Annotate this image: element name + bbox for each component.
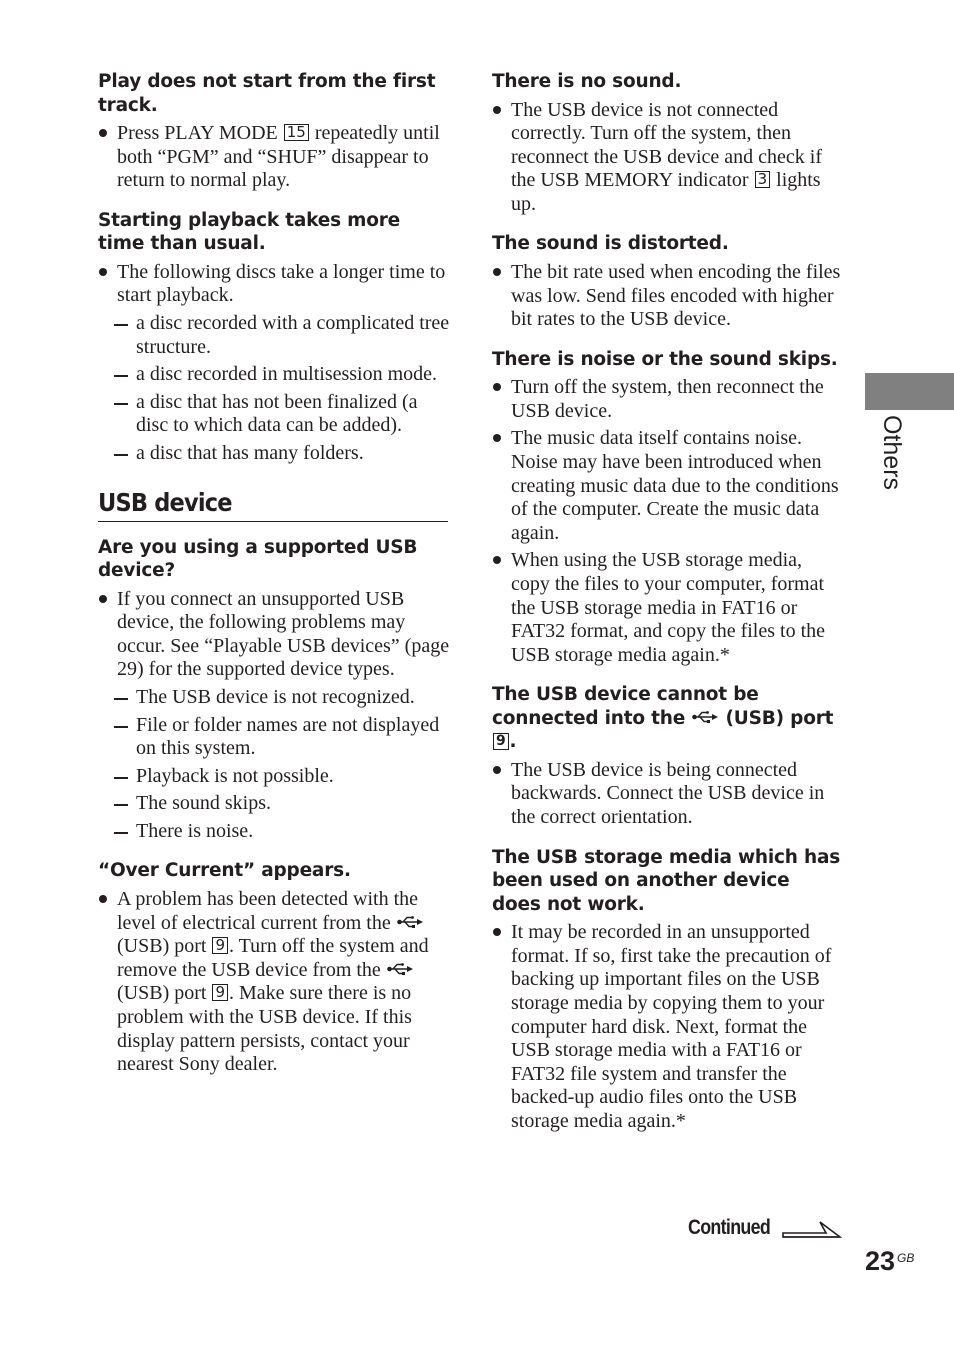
section-heading: Are you using a supported USB device?: [98, 536, 418, 582]
dash-item: a disc recorded with a complicated tree structure.: [98, 312, 450, 359]
section-heading: [492, 683, 844, 754]
page-suffix: GB: [897, 1251, 915, 1265]
section-playback-slow: [98, 209, 450, 466]
dash-item: The USB device is not recognized.: [98, 686, 450, 710]
section-heading: There is no sound.: [492, 71, 682, 92]
section-tab-marker: [865, 373, 954, 410]
usb-symbol-icon: [692, 711, 718, 723]
text: (USB) port: [117, 982, 212, 1005]
bullet-item: [98, 122, 450, 193]
dash-item: The sound skips.: [98, 792, 450, 816]
section-heading: Play does not start from the first track.: [98, 71, 436, 116]
text: The USB device is not connected correctly. Turn off the system, then reconnect the USB device and check if the USB MEMORY indicator: [511, 98, 822, 192]
page-number: 23: [865, 1246, 896, 1276]
section-heading: “Over Current” appears.: [98, 860, 351, 882]
section-storage-other-device: [492, 846, 844, 1134]
bullet-item: [492, 99, 844, 217]
dash-item: a disc recorded in multisession mode.: [98, 363, 450, 387]
usb-symbol-icon: [387, 963, 413, 975]
dash-item: a disc that has not been finalized (a disc to which data can be added).: [98, 391, 450, 438]
bullet-item: The USB device is being connected backwards. Connect the USB device in the correct orientation.: [492, 759, 844, 830]
bullet-item: The following discs take a longer time to start playback.: [98, 261, 450, 308]
text: (USB) port: [117, 935, 212, 958]
dash-item: a disc that has many folders.: [98, 442, 450, 466]
section-heading: Starting playback takes more time than usual.: [98, 209, 400, 255]
text: repeatedly until both “PGM” and “SHUF” disappear to return to normal play.: [117, 122, 440, 192]
right-column: [492, 70, 844, 1134]
key-number-box: 9: [493, 733, 509, 750]
section-sound-distorted: [492, 232, 844, 331]
dash-item: Playback is not possible.: [98, 765, 450, 789]
key-number-box: 9: [212, 984, 228, 1001]
dash-item: File or folder names are not displayed on this system.: [98, 714, 450, 761]
section-heading: The USB storage media which has been used on another device does not work.: [492, 846, 841, 915]
left-column: [98, 70, 450, 1077]
section-no-sound: [492, 70, 844, 216]
bullet-item: If you connect an unsupported USB device, the following problems may occur. See “Playable USB devices” (page 29) for the supported device types.: [98, 588, 450, 682]
bullet-item: Turn off the system, then reconnect the USB device.: [492, 376, 844, 423]
bullet-item: The bit rate used when encoding the files was low. Send files encoded with higher bit rates to the USB device.: [492, 261, 844, 332]
text: lights up.: [511, 169, 821, 215]
usb-symbol-icon: [397, 916, 423, 928]
continued-arrow-icon: [782, 1218, 842, 1242]
key-number-box: 15: [284, 124, 309, 141]
bullet-item: When using the USB storage media, copy the files to your computer, format the USB storage media in FAT16 or FAT32 format, and copy the files to the USB storage media again.*: [492, 549, 844, 667]
tab-label-text: Others: [878, 415, 906, 491]
text: . Turn off the system and remove the USB device from the: [117, 935, 429, 981]
section-over-current: [98, 859, 450, 1076]
section-heading: The sound is distorted.: [492, 233, 729, 255]
section-noise-skips: [492, 348, 844, 668]
bullet-item: It may be recorded in an unsupported format. If so, first take the precaution of backing up important files on the USB storage media by copying them to your computer hard disk. Next, format the USB storage media with a FAT16 or FAT32 file system and transfer the backed-up audio files onto the USB storage media again.*: [492, 921, 844, 1133]
text: . Make sure there is no problem with the USB device. If this display pattern persists, contact your nearest Sony dealer.: [117, 982, 412, 1076]
text: The USB device cannot be connected into the: [492, 684, 759, 729]
bullet-item: The music data itself contains noise. Noise may have been introduced when creating music data due to the conditions of the computer. Create the music data again.: [492, 427, 844, 545]
section-heading: There is noise or the sound skips.: [492, 348, 838, 370]
text: .: [509, 731, 517, 753]
text: (USB) port: [719, 707, 834, 729]
key-number-box: 9: [212, 937, 228, 954]
usb-device-heading: USB device: [98, 488, 448, 522]
section-supported-usb: [98, 536, 450, 844]
continued-label: Continued: [688, 1216, 771, 1239]
key-number-box: 3: [755, 171, 771, 188]
text: A problem has been detected with the level of electrical current from the: [117, 887, 419, 934]
dash-item: There is noise.: [98, 820, 450, 844]
section-usb-cannot-connect: [492, 683, 844, 829]
text: Press PLAY MODE: [117, 122, 283, 144]
section-play-not-first-track: [98, 70, 450, 193]
section-tab-label: [865, 410, 925, 500]
bullet-item: [98, 888, 450, 1077]
